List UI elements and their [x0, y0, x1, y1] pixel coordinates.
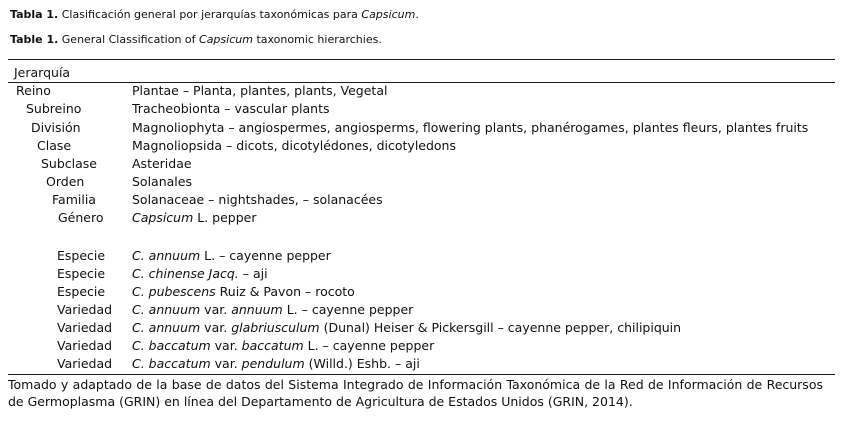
table-header-jerarquia: Jerarquía: [14, 65, 71, 80]
table-row: [0, 156, 849, 174]
rank-cell: Variedad: [57, 320, 113, 335]
description-text-2: L. – cayenne pepper: [282, 302, 414, 317]
description-cell: [132, 138, 456, 153]
description-text: var.: [210, 338, 242, 353]
description-text: var.: [210, 356, 242, 371]
table-row: [0, 248, 849, 266]
description-cell: [132, 302, 413, 317]
taxon-name: C. chinense Jacq.: [132, 266, 239, 281]
description-cell: [132, 320, 681, 335]
description-text: var.: [200, 302, 232, 317]
rank-cell: Variedad: [57, 356, 113, 371]
description-cell: [132, 156, 192, 171]
caption-suffix: .: [415, 8, 419, 21]
variety-name: baccatum: [241, 338, 304, 353]
description-text: Plantae – Planta, plantes, plants, Vegetal: [132, 83, 388, 98]
table-row: [0, 174, 849, 192]
rank-cell: Clase: [37, 138, 72, 153]
description-text: var.: [200, 320, 232, 335]
rank-cell: División: [31, 120, 81, 135]
table-row: [0, 338, 849, 356]
rank-cell: Orden: [46, 174, 85, 189]
description-cell: [132, 266, 268, 281]
taxon-name: C. annuum: [132, 302, 201, 317]
table-row: [0, 284, 849, 302]
variety-name: pendulum: [241, 356, 305, 371]
description-text-2: (Dunal) Heiser & Pickersgill – cayenne pepper, chilipiquin: [319, 320, 682, 335]
rank-cell: Subreino: [26, 101, 82, 116]
taxon-name: C. baccatum: [132, 338, 211, 353]
table-row: [0, 192, 849, 210]
table-row: [0, 320, 849, 338]
table-row: [0, 356, 849, 374]
rank-cell: Variedad: [57, 338, 113, 353]
description-cell: [132, 338, 434, 353]
variety-name: annuum: [231, 302, 283, 317]
description-cell: [132, 284, 355, 299]
taxon-name: C. annuum: [132, 320, 201, 335]
description-cell: [132, 192, 383, 207]
description-cell: [132, 210, 257, 225]
table-caption-english: [10, 33, 382, 46]
taxon-name: Capsicum: [132, 210, 194, 225]
rank-cell: Especie: [57, 284, 106, 299]
rank-cell: Subclase: [41, 156, 97, 171]
table-row: [0, 101, 849, 119]
description-text: Asteridae: [132, 156, 192, 171]
description-text: Magnoliophyta – angiospermes, angiosperms, flowering plants, phanérogames, plantes fleurs, plantes fruits: [132, 120, 809, 135]
description-text: Solanales: [132, 174, 192, 189]
caption-label: Table 1.: [10, 33, 59, 46]
description-text: L. pepper: [193, 210, 257, 225]
description-cell: [132, 174, 192, 189]
rank-cell: Familia: [52, 192, 96, 207]
table-caption-spanish: [10, 8, 419, 21]
table-row: [0, 138, 849, 156]
taxon-name: C. annuum: [132, 248, 201, 263]
caption-taxon: Capsicum: [199, 33, 253, 46]
table-row: [0, 210, 849, 228]
description-cell: [132, 101, 329, 116]
caption-label: Tabla 1.: [10, 8, 59, 21]
rank-cell: Género: [58, 210, 104, 225]
table-source-note: Tomado y adaptado de la base de datos del Sistema Integrado de Información Taxonómica de la Red de Información de Recursos de Germoplasma (GRIN) en línea del Departamento de Agricultura de Estados Unidos (GRIN, 2014).: [8, 377, 823, 409]
caption-suffix: taxonomic hierarchies.: [252, 33, 382, 46]
description-cell: [132, 120, 808, 135]
table-row: [0, 266, 849, 284]
table-row: [0, 302, 849, 320]
rank-cell: Reino: [16, 83, 51, 98]
description-cell: [132, 248, 331, 263]
description-text: Ruiz & Pavon – rocoto: [215, 284, 355, 299]
table-row: [0, 83, 849, 101]
description-text: L. – cayenne pepper: [200, 248, 331, 263]
rank-cell: Especie: [57, 266, 106, 281]
taxon-name: C. baccatum: [132, 356, 211, 371]
description-text-2: L. – cayenne pepper: [303, 338, 435, 353]
description-text: Tracheobionta – vascular plants: [132, 101, 330, 116]
caption-text: Clasificación general por jerarquías taxonómicas para: [61, 8, 362, 21]
description-text: – aji: [238, 266, 268, 281]
description-cell: [132, 356, 420, 371]
caption-taxon: Capsicum: [361, 8, 416, 21]
taxon-name: C. pubescens: [132, 284, 216, 299]
description-text-2: (Willd.) Eshb. – aji: [304, 356, 420, 371]
table-top-rule: [8, 59, 835, 60]
description-cell: [132, 83, 387, 98]
caption-text: General Classification of: [61, 33, 200, 46]
table-row: [0, 120, 849, 138]
description-text: Magnoliopsida – dicots, dicotylédones, dicotyledons: [132, 138, 456, 153]
variety-name: glabriusculum: [231, 320, 320, 335]
rank-cell: Especie: [57, 248, 106, 263]
description-text: Solanaceae – nightshades, – solanacées: [132, 192, 383, 207]
rank-cell: Variedad: [57, 302, 113, 317]
